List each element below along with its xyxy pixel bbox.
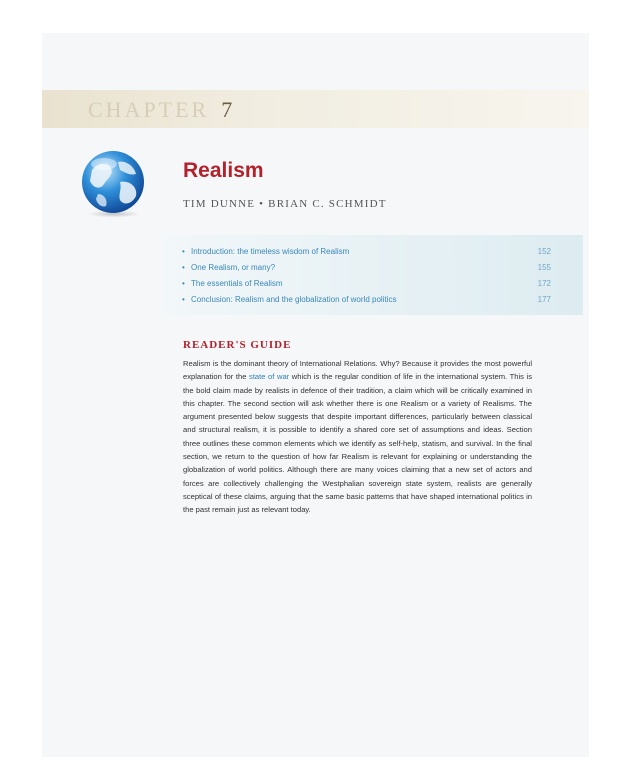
authors: TIM DUNNE • BRIAN C. SCHMIDT	[183, 198, 387, 210]
toc-item[interactable]	[182, 263, 551, 272]
toc-item-label: One Realism, or many?	[191, 263, 276, 272]
toc-item[interactable]	[182, 279, 551, 288]
toc-item-page: 152	[537, 247, 551, 256]
toc-item-label: Conclusion: Realism and the globalization of world politics	[191, 295, 397, 304]
chapter-heading	[88, 97, 232, 123]
toc-item-page: 177	[537, 295, 551, 304]
glossary-term-link[interactable]: state of war	[249, 372, 290, 382]
bullet-icon: •	[182, 279, 185, 288]
chapter-number: 7	[221, 97, 233, 122]
bullet-icon: •	[182, 247, 185, 256]
toc-item[interactable]	[182, 295, 551, 304]
book-page	[42, 33, 589, 757]
readers-guide-heading: READER'S GUIDE	[183, 339, 292, 351]
toc-item-label: Introduction: the timeless wisdom of Realism	[191, 247, 350, 256]
guide-text-part: Realism is the dominant theory of International Relations. Why? Because it provides the most powerful explanation for the	[183, 359, 532, 382]
guide-text-part: which is the regular condition of life in the international system. This is the bold claim made by realists in defence of their tradition, a claim which will be critically examined in this chapter. The second section will ask whether there is one Realism or a variety of Realisms. The argument presented below suggests that despite important differences, particularly between classical and structural realism, it is possible to identify a shared core set of assumptions and ideas. Section three outlines these common elements which we identify as self-help, statism, and survival. In the final section, we return to the question of how far Realism is relevant for explaining or understanding the globalization of world politics. Although there are many voices claiming that a new set of actors and forces are collectively challenging the Westphalian sovereign state system, realists are generally sceptical of these claims, arguing that the same basic patterns that have shaped international politics in the past remain just as relevant today.	[183, 372, 532, 515]
bullet-icon: •	[182, 263, 185, 272]
chapter-contents	[163, 235, 583, 315]
globe-icon	[78, 148, 148, 218]
chapter-word: CHAPTER	[88, 97, 210, 122]
bullet-icon: •	[182, 295, 185, 304]
toc-item[interactable]	[182, 247, 551, 256]
toc-item-page: 155	[537, 263, 551, 272]
readers-guide-text	[183, 357, 532, 517]
toc-item-page: 172	[537, 279, 551, 288]
toc-item-label: The essentials of Realism	[191, 279, 283, 288]
chapter-title: Realism	[183, 159, 264, 182]
